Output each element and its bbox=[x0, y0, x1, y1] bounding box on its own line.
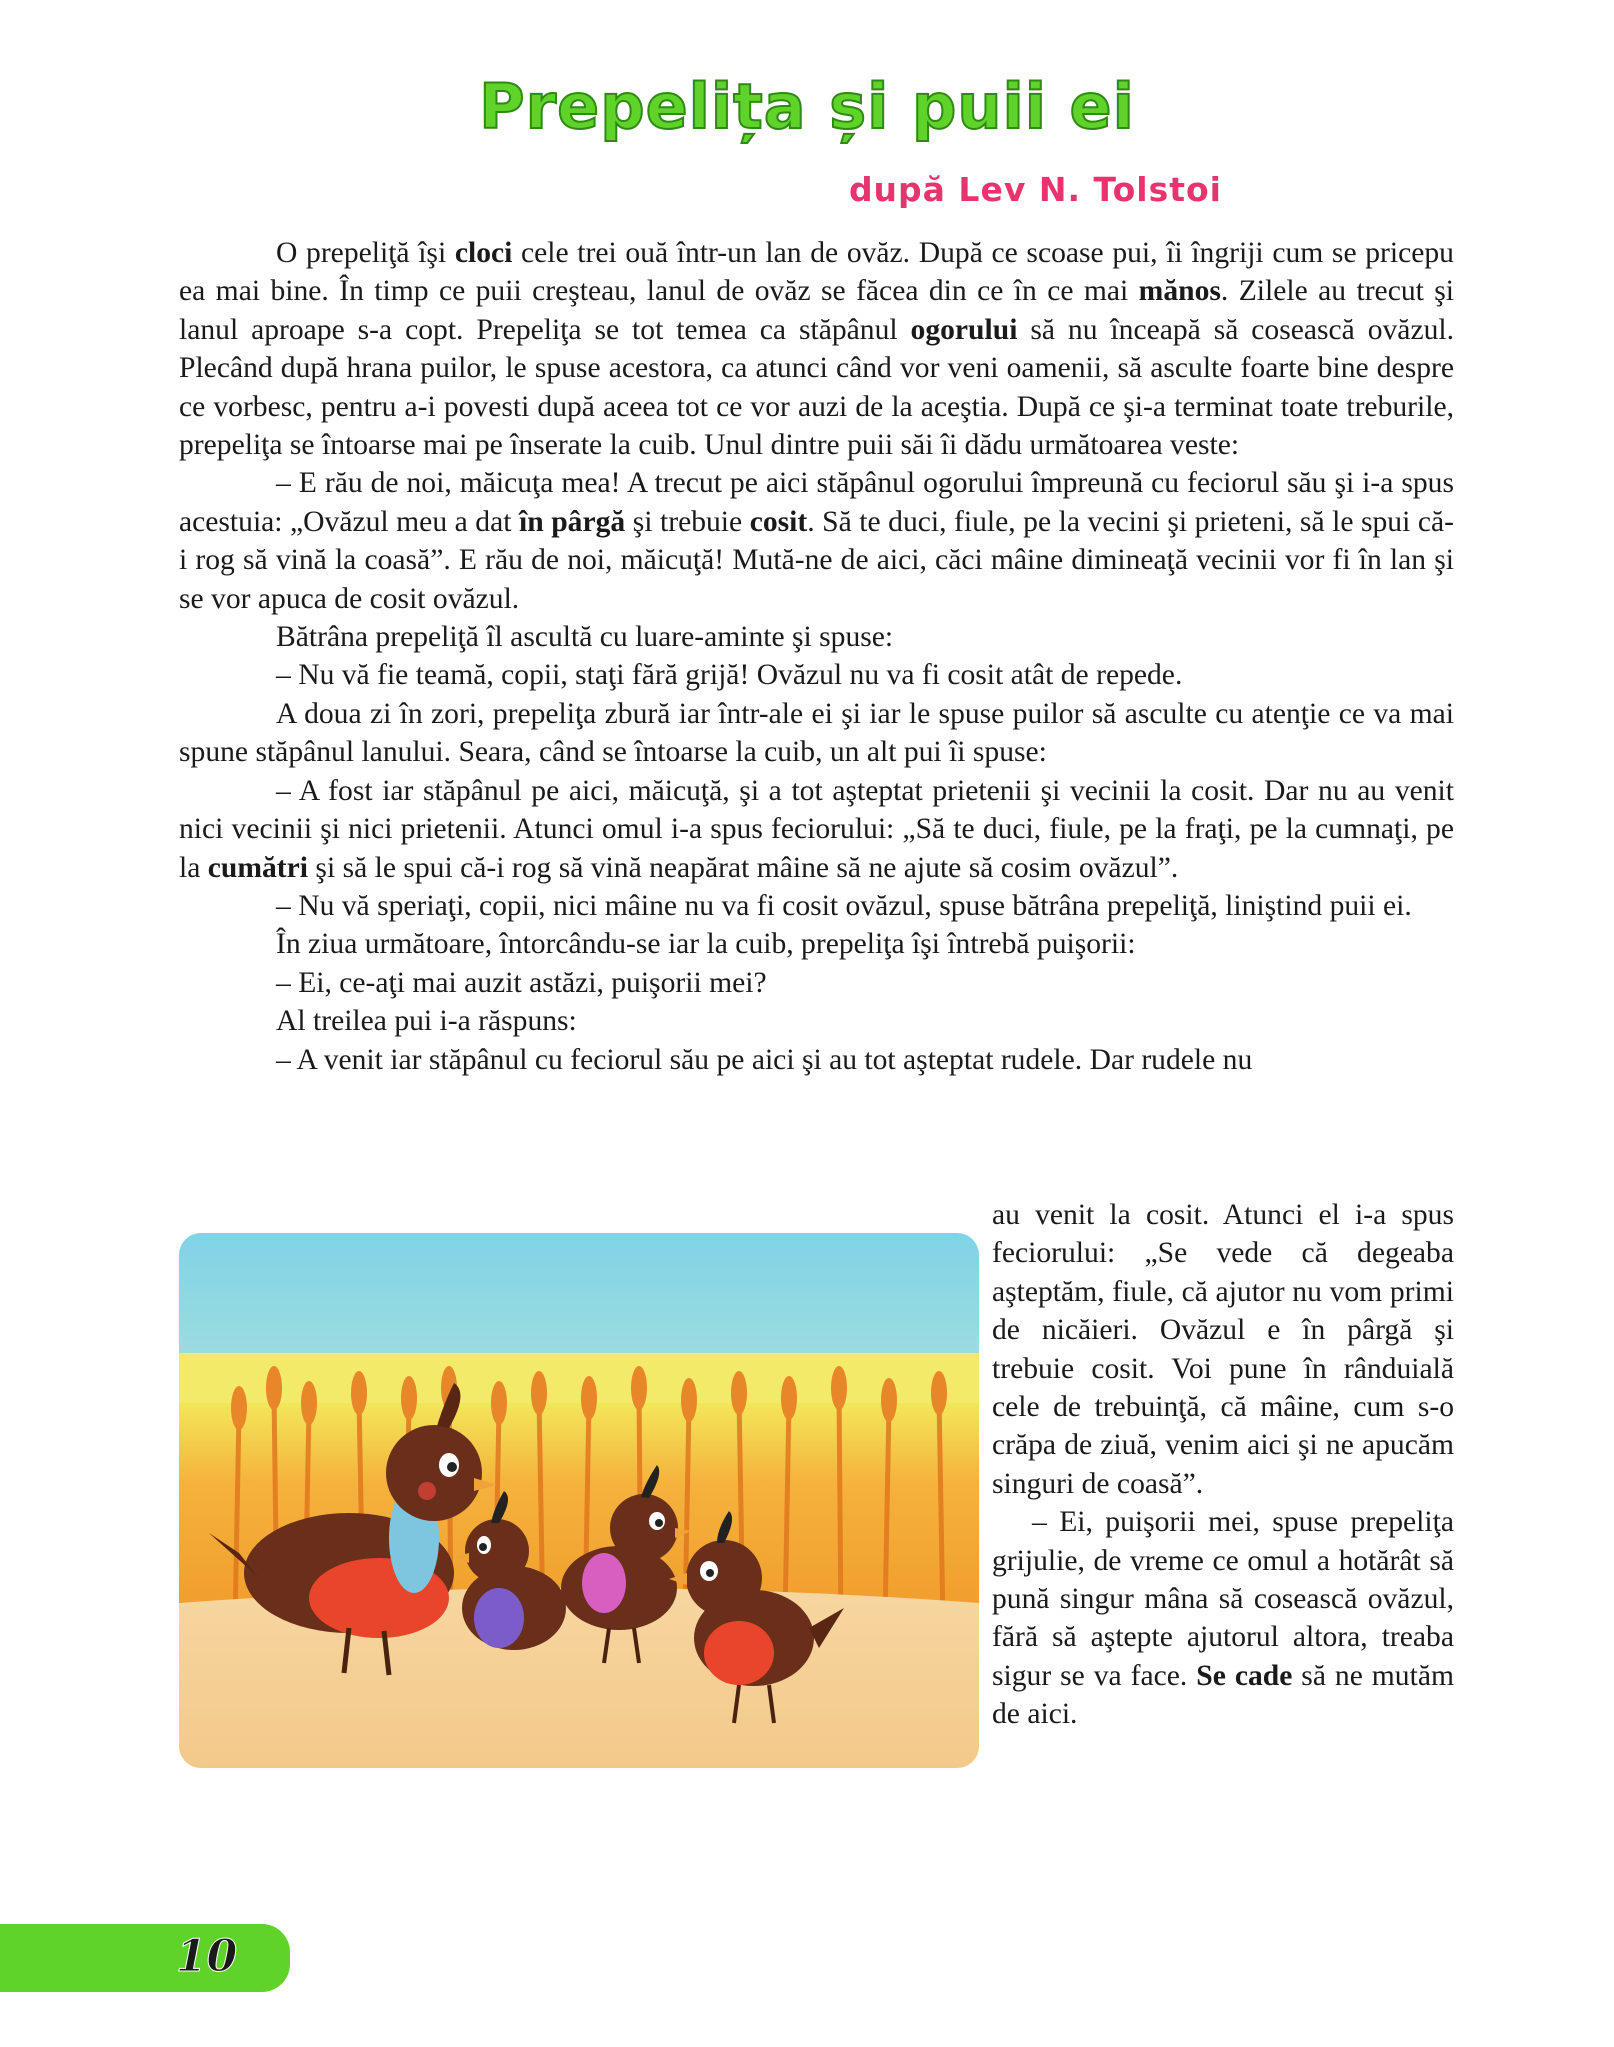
paragraph: – Nu vă fie teamă, copii, staţi fără grijă! Ovăzul nu va fi cosit atât de repede. bbox=[276, 659, 1183, 692]
text-run: O prepeliţă îşi bbox=[276, 237, 455, 269]
story-text bbox=[179, 234, 1454, 1079]
quail-family-illustration bbox=[179, 1233, 979, 1768]
text-run: şi trebuie bbox=[625, 505, 750, 538]
paragraph bbox=[992, 1503, 1454, 1733]
text-run: – Ei, puişorii mei, spuse prepeliţa grijulie, de vreme ce omul a hotărât să pună singur mâna să cosească ovăzul, fără să aştepte ajutorul altora, treaba sigur se va face. bbox=[992, 1506, 1454, 1692]
paragraph: În ziua următoare, întorcându-se iar la cuib, prepeliţa îşi întrebă puişorii: bbox=[276, 928, 1136, 961]
paragraph bbox=[179, 772, 1454, 887]
story-text-continued bbox=[992, 1196, 1454, 1734]
glossary-word: cumătri bbox=[207, 851, 309, 884]
paragraph: Al treilea pui i-a răspuns: bbox=[276, 1005, 577, 1038]
paragraph: au venit la cosit. Atunci el i-a spus feciorului: „Se vede că degeaba aşteptăm, fiule, că ajutor nu vom primi de nicăieri. Ovăzul e în pârgă şi trebuie cosit. Voi pune în rânduială cele de trebuinţă, că mâine, cum s-o crăpa de ziuă, venim aici şi ne apucăm singuri de coasă”. bbox=[992, 1199, 1454, 1500]
glossary-word: cloci bbox=[454, 237, 513, 269]
paragraph: Bătrâna prepeliţă îl ascultă cu luare-aminte şi spuse: bbox=[276, 621, 894, 654]
glossary-word: cosit bbox=[749, 505, 808, 538]
glossary-word: mănos bbox=[1138, 275, 1221, 308]
paragraph: – Ei, ce-aţi mai auzit astăzi, puişorii mei? bbox=[276, 966, 767, 999]
paragraph: A doua zi în zori, prepeliţa zbură iar într-ale ei şi iar le spuse puilor să asculte cu atenţie ce va mai spune stăpânul lanului. Seara, când se întoarse la cuib, un alt pui îi spuse: bbox=[179, 697, 1454, 769]
glossary-word: în pârgă bbox=[519, 505, 626, 538]
page-title: Prepelița și puii ei bbox=[479, 70, 1135, 143]
text-run: şi să le spui că-i rog să vină neapărat mâine să ne ajute să cosim ovăzul”. bbox=[308, 851, 1179, 884]
text-run: – A fost iar stăpânul pe aici, măicuţă, şi a tot aşteptat prietenii şi vecinii la cosit. Dar nu au venit nici vecinii şi nici prietenii. Atunci omul i-a spus feciorului: „Să te duci, fiule, pe la fraţi, pe la cumnaţi, pe la bbox=[179, 774, 1454, 884]
page-number: 10 bbox=[176, 1931, 238, 1982]
author-line: după Lev N. Tolstoi bbox=[848, 170, 1222, 209]
text-run: – E rău de noi, măicuţa mea! A trecut pe aici stăpânul ogorului împreună cu feciorul său şi i-a spus acestuia: „Ovăzul meu a dat bbox=[179, 467, 1454, 538]
paragraph: – Nu vă speriaţi, copii, nici mâine nu va fi cosit ovăzul, spuse bătrâna prepeliţă, liniştind puii ei. bbox=[276, 889, 1412, 922]
paragraph: – A venit iar stăpânul cu feciorul său pe aici şi au tot aşteptat rudele. Dar rudele nu bbox=[276, 1043, 1253, 1076]
text-run: . Să te duci, fiule, pe la vecini şi prieteni, să le spui că-i rog să vină la coasă”. E rău de noi, măicuţă! Mută-ne de aici, căci mâine dimineaţă vecinii vor fi în lan şi se vor apuca de cosit ovăzul. bbox=[179, 505, 1454, 615]
paragraph bbox=[179, 234, 1454, 464]
paragraph bbox=[179, 464, 1454, 618]
page-number-tab bbox=[0, 1924, 290, 1992]
text-run: să nu înceapă să cosească ovăzul. Plecând după hrana puilor, le spuse acestora, ca atunci când vor veni oamenii, să asculte foarte bine despre ce vorbesc, pentru a-i povesti după aceea tot ce vor auzi de la aceştia. După ce şi-a terminat toate treburile, prepeliţa se întoarse mai pe înserate la cuib. Unul dintre puii săi îi dădu următoarea veste: bbox=[179, 313, 1454, 462]
text-run: cele trei ouă într-un lan de ovăz. După ce scoase pui, îi îngriji cum se pricepu ea mai bine. În timp ce puii creşteau, lanul de ovăz se făcea din ce în ce mai bbox=[179, 237, 1454, 308]
text-run: să ne mutăm de aici. bbox=[992, 1659, 1454, 1731]
glossary-word: ogorului bbox=[910, 313, 1018, 346]
glossary-word: Se cade bbox=[1196, 1659, 1293, 1692]
text-run: . Zilele au trecut şi lanul aproape s-a copt. Prepeliţa se tot temea ca stăpânul bbox=[179, 275, 1454, 346]
